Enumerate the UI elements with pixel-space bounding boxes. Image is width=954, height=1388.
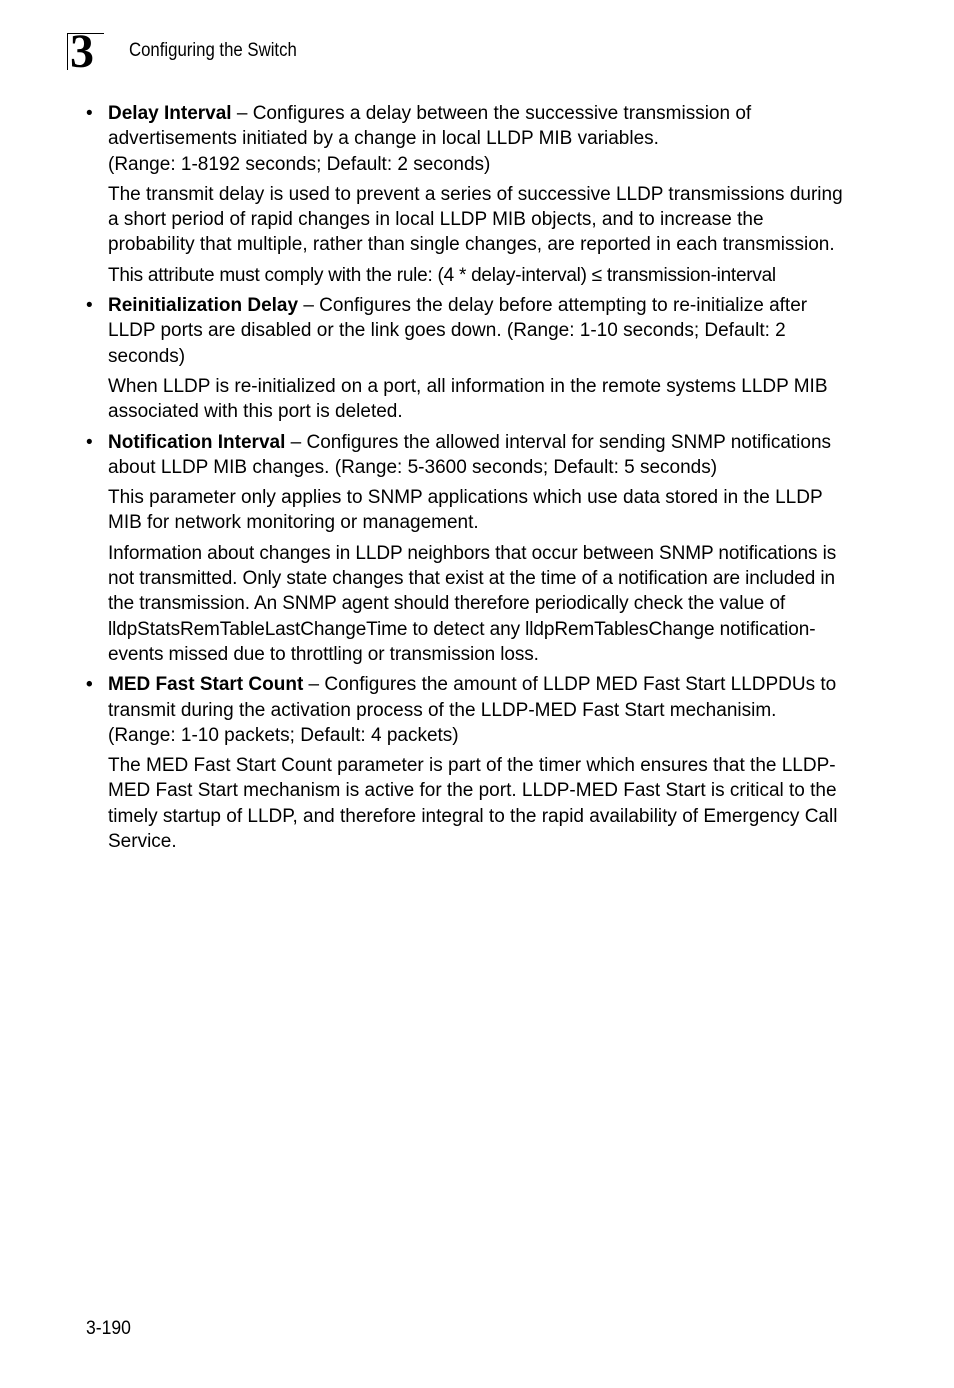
item-definition <box>108 293 846 369</box>
item-paragraph: Information about changes in LLDP neighbors that occur between SNMP notifications is not transmitted. Only state changes that exist at the time of a notification are included in the transmission. An SNMP agent should therefore periodically check the value of lldpStatsRemTableLastChangeTime to detect any lldpRemTablesChange notification-events missed due to throttling or transmission loss. <box>108 542 837 665</box>
item-term: MED Fast Start Count <box>108 674 304 696</box>
list-item-reinitialization-delay <box>86 293 846 424</box>
running-head: Configuring the Switch <box>129 39 297 61</box>
item-definition <box>108 430 846 481</box>
body-content <box>86 101 846 854</box>
page-number: 3-190 <box>86 1317 131 1339</box>
item-paragraph: This parameter only applies to SNMP applications which use data stored in the LLDP MIB for network monitoring or management. <box>108 487 823 534</box>
item-paragraph: When LLDP is re-initialized on a port, all information in the remote systems LLDP MIB associated with this port is deleted. <box>108 375 828 423</box>
item-term: Delay Interval <box>108 103 232 124</box>
bullet: • <box>86 431 93 453</box>
bullet: • <box>86 674 93 696</box>
item-term: Reinitialization Delay <box>108 295 299 317</box>
list-item-delay-interval <box>86 101 846 288</box>
item-range: (Range: 1-8192 seconds; Default: 2 seconds) <box>108 153 491 175</box>
chapter-number: 3 <box>70 25 94 78</box>
item-description: – Configures the amount of LLDP MED Fast Start LLDPDUs to transmit during the activation process of the LLDP-MED Fast Start mechanisim. (Range: 1-10 packets; Default: 4 packets) <box>108 674 837 746</box>
item-paragraph: The MED Fast Start Count parameter is part of the timer which ensures that the LLDP-MED Fast Start mechanism is active for the port. LLDP-MED Fast Start is critical to the timely startup of LLDP, and therefore integral to the rapid availability of Emergency Call Service. <box>108 755 838 853</box>
bullet: • <box>86 103 93 124</box>
item-description: – Configures a delay between the successive transmission of advertisements initiated by a change in local LLDP MIB variables. <box>108 103 752 150</box>
list-item-notification-interval <box>86 430 846 668</box>
item-paragraph: This attribute must comply with the rule: (4 * delay-interval) ≤ transmission-interval <box>108 264 776 286</box>
bullet: • <box>86 295 93 317</box>
list-item-med-fast-start-count <box>86 672 846 854</box>
item-description: – Configures the delay before attempting to re-initialize after LLDP ports are disabled or the link goes down. (Range: 1-10 seconds; Default: 2 seconds) <box>108 295 808 367</box>
item-term: Notification Interval <box>108 431 286 453</box>
item-definition <box>108 672 846 748</box>
item-description: – Configures the allowed interval for sending SNMP notifications about LLDP MIB changes. (Range: 5-3600 seconds; Default: 5 seconds) <box>108 431 832 478</box>
item-definition <box>108 101 846 177</box>
item-paragraph: The transmit delay is used to prevent a series of successive LLDP transmissions during a short period of rapid changes in local LLDP MIB objects, and to increase the probability that multiple, rather than single changes, are reported in each transmission. <box>108 183 843 256</box>
